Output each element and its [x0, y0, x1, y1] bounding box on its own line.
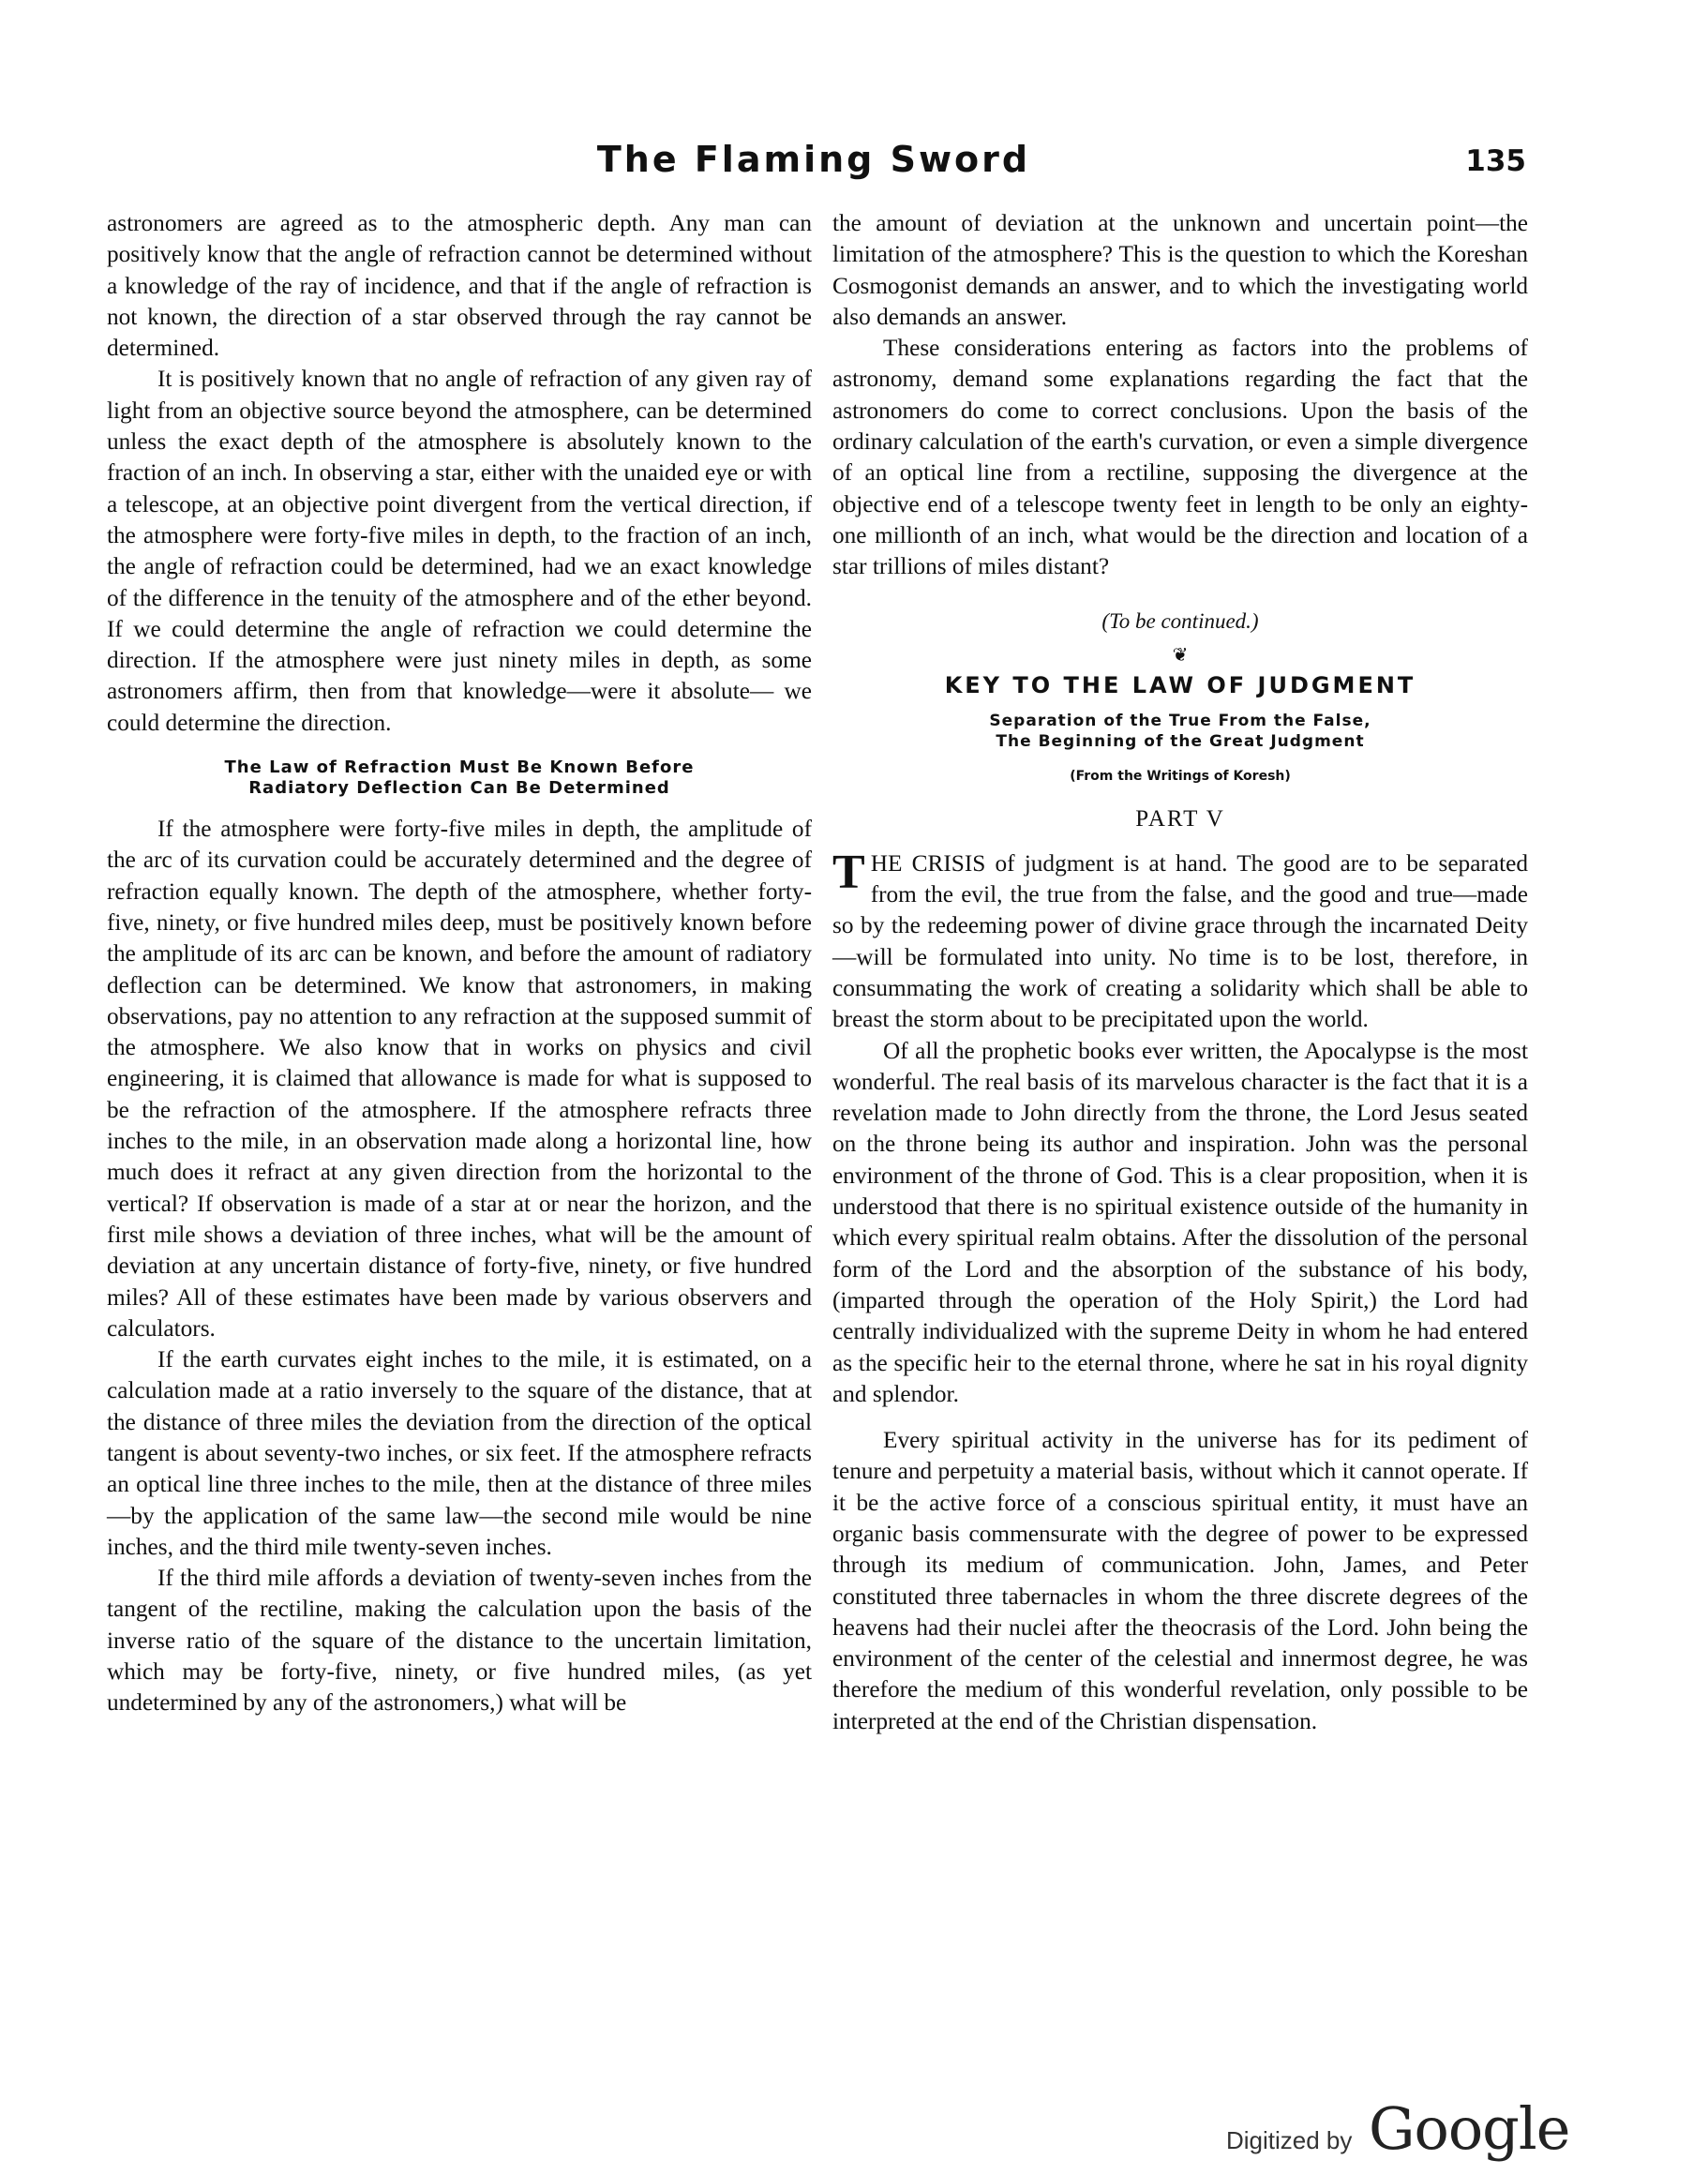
page-header [101, 139, 1526, 195]
page-number: 135 [1465, 144, 1526, 178]
subtitle-line: The Beginning of the Great Judgment [996, 732, 1365, 752]
ornament-icon: ❦ [1172, 644, 1189, 666]
paragraph: the amount of deviation at the unknown and uncertain point—the limitation of the atmosphere? This is the question to which the Koreshan Cosmogonist demands an answer, and to which the investigating world also demands an answer. [832, 210, 1528, 330]
subheading-line: Radiatory Deflection Can Be Determined [248, 778, 670, 799]
digitized-watermark [1226, 2094, 1582, 2166]
paragraph: These considerations entering as factors into the problems of astronomy, demand some explanations regarding the fact that the astronomers do come to correct conclusions. Upon the basis of the ordinary calculation of the earth's curvation, or even a simple divergence of an optical line from a rectiline, supposing the divergence at the objective end of a telescope twenty feet in length to be only an eighty-one millionth of an inch, what would be the direction and location of a star trillions of miles distant? [832, 335, 1528, 580]
spacer [832, 1410, 1528, 1425]
paragraph: If the atmosphere were forty-five miles in depth, the amplitude of the arc of its curvation could be accurately determined and the degree of refraction equally known. The depth of the atmosphere, whether forty-five, ninety, or five hundred miles deep, must be positively known before the amplitude of its arc can be known, and before the amount of radiatory deflection can be determined. We know that astronomers, in making observations, pay no attention to any refraction at the supposed summit of the atmosphere. We also know that in works on physics and civil engineering, it is claimed that allowance is made for what is supposed to be the refraction of the atmosphere. If the atmosphere refracts three inches to the mile, in an observation made along a horizontal line, how much does it refract at any given direction from the horizontal to the vertical? If observation is made of a star at or near the horizon, and the first mile shows a deviation of three inches, what will be the amount of deviation at any uncertain distance of forty-five, ninety, or five hundred miles? All of these estimates have been made by various observers and calculators. [107, 816, 812, 1342]
continued-note: (To be continued.) [1101, 608, 1259, 633]
article-source: (From the Writings of Koresh) [1070, 769, 1291, 785]
watermark-text: Digitized by [1226, 2126, 1353, 2154]
paragraph: If the third mile affords a deviation of twenty-seven inches from the tangent of the rectiline, making the calculation upon the basis of the inverse ratio of the square of the distance to the uncertain limitation, which may be forty-five, ninety, or five hundred miles, (as yet undetermined by any of the astronomers,) what will be [107, 1565, 812, 1717]
right-column [832, 208, 1528, 1737]
subheading-line: The Law of Refraction Must Be Known Before [224, 758, 695, 778]
article-subtitle [832, 711, 1528, 752]
drop-cap: T [832, 845, 865, 899]
left-column [107, 208, 812, 1719]
paragraph-text: HE CRISIS of judgment is at hand. The good are to be separated from the evil, the true from the false, and the good and true—made so by the redeeming power of divine grace through the incarnated Deity—will be formulated into unity. No time is to be lost, therefore, in consummating the work of creating a solidarity which shall be able to breast the storm about to be precipitated upon the world. [832, 849, 1528, 1033]
paragraph: astronomers are agreed as to the atmospheric depth. Any man can positively know that the angle of refraction cannot be determined without a knowledge of the ray of incidence, and that if the angle of refraction is not known, the direction of a star observed through the ray cannot be determined. [107, 210, 812, 362]
section-subheading [107, 758, 812, 799]
masthead-title: The Flaming Sword [596, 139, 1031, 180]
paragraph: If the earth curvates eight inches to the mile, it is estimated, on a calculation made at a ratio inversely to the square of the distance, that at the distance of three miles the deviation from the direction of the optical tangent is about seventy-two inches, or six feet. If the atmosphere refracts an optical line three inches to the mile, then at the distance of three miles—by the application of the same law—the second mile would be nine inches, and the third mile twenty-seven inches. [107, 1346, 812, 1560]
paragraph: Of all the prophetic books ever written, the Apocalypse is the most wonderful. The real basis of its marvelous character is the fact that it is a revelation made to John directly from the throne, the Lord Jesus seated on the throne being its author and inspiration. John was the personal environment of the throne of God. This is a clear proposition, when it is understood that there is no spiritual existence outside of the humanity in which every spiritual realm obtains. After the dissolution of the personal form of the Lord and the absorption of the substance of his body, (imparted through the operation of the Holy Spirit,) the Lord had centrally individualized with the supreme Deity in whom he had entered as the specific heir to the eternal throne, where he sat in his royal dignity and splendor. [832, 1037, 1528, 1407]
paragraph [832, 845, 1528, 1036]
subtitle-line: Separation of the True From the False, [989, 712, 1371, 731]
part-label: PART V [1135, 806, 1225, 832]
paragraph: It is positively known that no angle of refraction of any given ray of light from an objective source beyond the atmosphere, can be determined unless the exact depth of the atmosphere is absolutely known to the fraction of an inch. In observing a star, either with the unaided eye or with a telescope, at an objective point divergent from the vertical direction, if the atmosphere were forty-five miles in depth, to the fraction of an inch, the angle of refraction could be determined, had we an exact knowledge of the difference in the tenuity of the atmosphere and of the ether beyond. If we could determine the angle of refraction we could determine the direction. If the atmosphere were just ninety miles in depth, as some astronomers affirm, then from that knowledge—were it absolute— we could determine the direction. [107, 366, 812, 736]
paragraph: Every spiritual activity in the universe has for its pediment of tenure and perpetuity a material basis, without which it cannot operate. If it be the active force of a conscious spiritual entity, it must have an organic basis commensurate with the degree of power to be expressed through its medium of communication. John, James, and Peter constituted three tabernacles in whom the three discrete degrees of the heavens had their nuclei after the theocrasis of the Lord. John being the environment of the center of the celestial and innermost degree, he was therefore the medium of this wonderful revelation, only possible to be interpreted at the end of the Christian dispensation. [832, 1427, 1528, 1734]
article-title: KEY TO THE LAW OF JUDGMENT [944, 671, 1416, 698]
google-logo: Google [1369, 2094, 1570, 2163]
